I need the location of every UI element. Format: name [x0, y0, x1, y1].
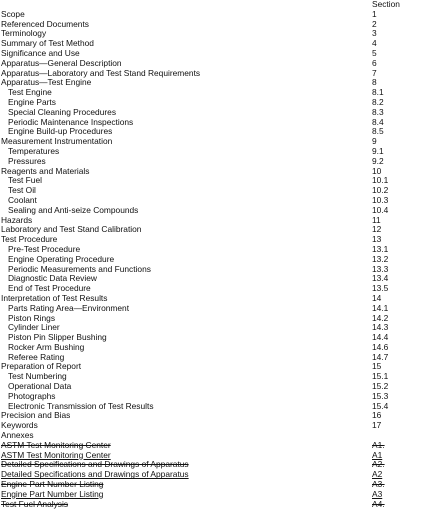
toc-entry-section: 8.5: [372, 126, 384, 137]
toc-entry-section: 6: [372, 57, 377, 68]
toc-entry: [1, 500, 423, 509]
toc-entry: [1, 176, 423, 186]
toc-entry-title: Scope: [1, 8, 25, 19]
toc-entry-section: 5: [372, 47, 377, 58]
toc-entry: [1, 225, 423, 235]
table-of-contents: [1, 0, 423, 509]
toc-entry: [1, 343, 423, 353]
toc-entry-section: 14.1: [372, 302, 389, 313]
toc-entry-section: A4.: [372, 498, 385, 509]
toc-entry-title: Engine Parts: [8, 96, 56, 107]
toc-entry-section: 9.1: [372, 145, 384, 156]
toc-entry-section: 12: [372, 224, 382, 235]
toc-entry-section: 15.3: [372, 390, 389, 401]
toc-entry: [1, 137, 423, 147]
toc-entry-section: 10.4: [372, 204, 389, 215]
toc-entry-section: 14.4: [372, 332, 389, 343]
toc-entry-title: Pre-Test Procedure: [8, 243, 81, 254]
toc-entry: [1, 20, 423, 30]
toc-entry-title: Apparatus—Laboratory and Test Stand Requirements: [1, 67, 201, 78]
toc-entry-section: A2: [372, 469, 383, 480]
toc-entry-section: 17: [372, 420, 382, 431]
toc-entry-section: 2: [372, 18, 377, 29]
toc-entry-section: 14: [372, 292, 382, 303]
toc-entry-title: Coolant: [8, 194, 37, 205]
toc-entry-title: Parts Rating Area—Environment: [8, 302, 130, 313]
toc-entry-section: 15.4: [372, 400, 389, 411]
toc-entry-title: Engine Build-up Procedures: [8, 126, 113, 137]
toc-entry-title: Summary of Test Method: [1, 38, 94, 49]
toc-entry-title: Apparatus—Test Engine: [1, 77, 92, 88]
toc-entry-section: 9: [372, 136, 377, 147]
toc-entry-title: Photographs: [8, 390, 56, 401]
toc-entry-title: Precision and Bias: [1, 410, 71, 421]
toc-entry-title: ASTM Test Monitoring Center: [1, 439, 111, 450]
toc-entry-section: 14.2: [372, 312, 389, 323]
toc-entry-title: Temperatures: [8, 145, 60, 156]
toc-entry: [1, 78, 423, 88]
toc-entry-section: 3: [372, 28, 377, 39]
toc-entry-title: Cylinder Liner: [8, 322, 60, 333]
toc-entry-title: Test Engine: [8, 87, 52, 98]
toc-entry-section: 13: [372, 234, 382, 245]
toc-entry-title: Test Fuel Analysis: [1, 498, 69, 509]
toc-entry-title: Pressures: [8, 155, 46, 166]
toc-entry-section: 4: [372, 38, 377, 49]
toc-entry-title: Annexes: [1, 430, 34, 441]
toc-entry-section: 11: [372, 214, 381, 225]
toc-entry-section: 13.1: [372, 243, 389, 254]
toc-entry-section: A1: [372, 449, 383, 460]
toc-entry-section: A3: [372, 488, 383, 499]
toc-entry-title: Electronic Transmission of Test Results: [8, 400, 154, 411]
toc-entry: [1, 304, 423, 314]
toc-entry-section: 8.2: [372, 96, 384, 107]
toc-entry-title: Referee Rating: [8, 351, 65, 362]
toc-entry-section: 8: [372, 77, 377, 88]
toc-entry-section: 13.4: [372, 273, 389, 284]
toc-entry: [1, 206, 423, 216]
toc-entry-title: Interpretation of Test Results: [1, 292, 108, 303]
toc-entry-section: 13.5: [372, 283, 389, 294]
toc-entry-title: Piston Pin Slipper Bushing: [8, 332, 107, 343]
toc-entry: [1, 421, 423, 431]
toc-entry-title: ASTM Test Monitoring Center: [1, 449, 111, 460]
toc-entry-title: Rocker Arm Bushing: [8, 341, 85, 352]
toc-entry-section: 10.2: [372, 185, 389, 196]
toc-entry-section: 15.1: [372, 371, 389, 382]
toc-entry-title: Preparation of Report: [1, 361, 82, 372]
toc-entry-title: Detailed Specifications and Drawings of Apparatus: [1, 469, 189, 480]
toc-entry-section: 8.3: [372, 106, 384, 117]
toc-entry-title: Periodic Maintenance Inspections: [8, 116, 134, 127]
toc-entry-title: Test Numbering: [8, 371, 67, 382]
toc-entry-title: Measurement Instrumentation: [1, 136, 113, 147]
toc-entry-section: 7: [372, 67, 377, 78]
toc-entry-section: 13.3: [372, 263, 389, 274]
toc-entry-title: Engine Part Number Listing: [1, 488, 104, 499]
toc-entry: [1, 411, 423, 421]
toc-entry-title: Engine Operating Procedure: [8, 253, 115, 264]
toc-entry-title: Special Cleaning Procedures: [8, 106, 117, 117]
toc-entry-section: 16: [372, 410, 382, 421]
section-column-header: Section: [372, 0, 400, 9]
toc-entry-title: Detailed Specifications and Drawings of Apparatus: [1, 459, 189, 470]
toc-entry-title: Test Oil: [8, 185, 36, 196]
toc-entries: [1, 10, 423, 509]
toc-entry-section: 15.2: [372, 381, 389, 392]
toc-entry-section: 10: [372, 165, 382, 176]
toc-entry-title: Laboratory and Test Stand Calibration: [1, 224, 142, 235]
toc-entry-section: 14.3: [372, 322, 389, 333]
toc-entry: [1, 186, 423, 196]
toc-entry-section: A1.: [372, 439, 385, 450]
toc-entry-section: A2.: [372, 459, 385, 470]
toc-entry-title: Significance and Use: [1, 47, 80, 58]
toc-entry-title: Piston Rings: [8, 312, 56, 323]
toc-entry: [1, 382, 423, 392]
toc-entry-title: Test Fuel: [8, 175, 42, 186]
toc-entry-section: 14.7: [372, 351, 389, 362]
toc-header: [1, 0, 423, 10]
toc-entry: [1, 167, 423, 177]
toc-entry-section: 15: [372, 361, 382, 372]
toc-entry-title: Referenced Documents: [1, 18, 89, 29]
toc-entry: [1, 88, 423, 98]
toc-entry: [1, 314, 423, 324]
toc-entry: [1, 147, 423, 157]
toc-entry-title: Periodic Measurements and Functions: [8, 263, 151, 274]
toc-entry-title: End of Test Procedure: [8, 283, 91, 294]
toc-entry-title: Sealing and Anti-seize Compounds: [8, 204, 139, 215]
toc-entry-title: Keywords: [1, 420, 38, 431]
toc-entry-title: Apparatus—General Description: [1, 57, 122, 68]
toc-entry-title: Test Procedure: [1, 234, 58, 245]
toc-entry-title: Operational Data: [8, 381, 72, 392]
toc-entry-section: A3.: [372, 479, 385, 490]
toc-entry-section: 9.2: [372, 155, 384, 166]
toc-entry-title: Reagents and Materials: [1, 165, 90, 176]
toc-entry-section: 8.4: [372, 116, 384, 127]
toc-entry-title: Hazards: [1, 214, 33, 225]
toc-entry-section: 10.1: [372, 175, 389, 186]
toc-entry-title: Engine Part Number Listing: [1, 479, 104, 490]
toc-entry-title: Diagnostic Data Review: [8, 273, 97, 284]
toc-entry-section: 10.3: [372, 194, 389, 205]
toc-entry-section: 1: [372, 8, 377, 19]
toc-entry-section: 14.6: [372, 341, 389, 352]
toc-entry-section: 8.1: [372, 87, 384, 98]
toc-entry-section: 13.2: [372, 253, 389, 264]
toc-entry-title: Terminology: [1, 28, 47, 39]
